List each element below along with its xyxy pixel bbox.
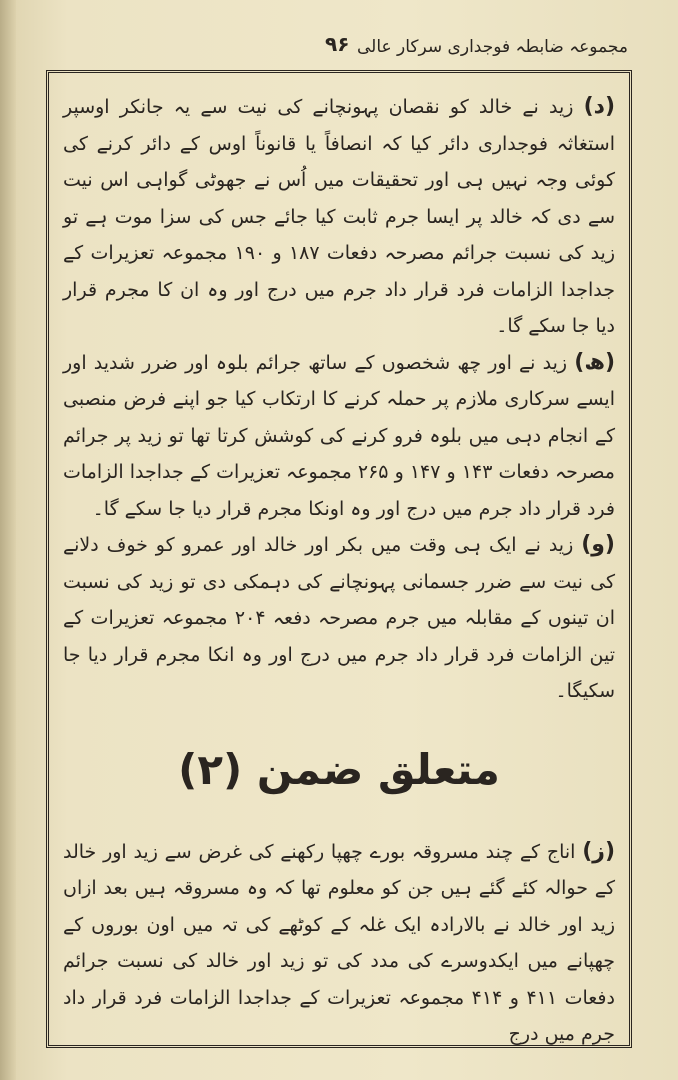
running-title: مجموعہ ضابطہ فوجداری سرکار عالی	[356, 37, 628, 57]
paragraph-marker: (ھ)	[574, 349, 615, 375]
paragraph-marker: (و)	[581, 532, 615, 557]
illustration-paragraph-d	[63, 89, 615, 345]
illustration-paragraph-h	[63, 345, 615, 528]
paragraph-text: زید نے خالد کو نقصان پہونچانے کی نیت سے یہ جانکر اوسپر استغاثہ فوجداری دائر کیا کہ انصافاً یا قانوناً اوس کے دائر کرنے کی کوئی وجہ نہیں ہی اور تحقیقات میں اُس نے جھوٹی گواہی اس نیت سے دی کہ خالد پر ایسا جرم ثابت کیا جائے جس کی سزا موت ہے تو زید کی نسبت جرائم مصرحہ دفعات ۱۸۷ و ۱۹۰ مجموعہ تعزیرات کے جداجدا الزامات فرد قرار داد جرم میں درج اور وہ ان کا مجرم قرار دیا جا سکے گا۔	[63, 96, 616, 337]
book-spine-shadow	[0, 0, 16, 1080]
paragraph-marker: (د)	[583, 94, 615, 119]
illustration-paragraph-w	[63, 527, 615, 710]
paragraph-text: اناج کے چند مسروقہ بورے چھپا رکھنے کی غرض سے زید اور خالد کے حوالہ کئے گئے ہیں جن کو معلوم تھا کہ وہ مسروقہ ہیں بعد ازاں زید اور خالد نے بالارادہ ایک غلہ کے کوٹھے کی تہ میں اون بوروں کے چھپانے میں ایکدوسرے کی مدد کی تو زید اور خالد کی نسبت جرائم دفعات ۴۱۱ و ۴۱۴ مجموعہ تعزیرات کے جداجدا الزامات فرد قرار داد جرم میں درج	[63, 840, 615, 1045]
illustration-paragraph-z	[63, 834, 615, 1053]
section-heading: متعلق ضمن (۲)	[178, 744, 500, 794]
page-content	[63, 89, 616, 1045]
paragraph-marker: (ز)	[582, 838, 615, 864]
page-number: ۹۶	[325, 32, 350, 56]
page-header	[60, 30, 628, 66]
text-frame	[46, 70, 632, 1048]
paragraph-text: زید نے ایک ہی وقت میں بکر اور خالد اور عمرو کو خوف دلانے کی نیت سے ضرر جسمانی پہونچانے کی دہمکی دی تو زید کی نسبت ان تینوں کے مقابلہ میں جرم مصرحہ دفعہ ۲۰۴ مجموعہ تعزیرات کے تین الزامات فرد قرار داد جرم میں درج اور وہ انکا مجرم قرار دیا جا سکیگا۔	[63, 534, 615, 702]
paragraph-text: زید نے اور چھ شخصوں کے ساتھ جرائم بلوہ اور ضرر شدید اور ایسے سرکاری ملازم پر حملہ کرنے کا ارتکاب کیا جو اپنے فرض منصبی کے انجام دہی میں بلوہ فرو کرنے کی کوشش کرتا تھا تو زید پر جرائم مصرحہ دفعات ۱۴۳ و ۱۴۷ و ۲۶۵ مجموعہ تعزیرات کے جداجدا الزامات فرد قرار داد جرم میں درج اور وہ اونکا مجرم قرار دیا جا سکے گا۔	[63, 351, 615, 520]
